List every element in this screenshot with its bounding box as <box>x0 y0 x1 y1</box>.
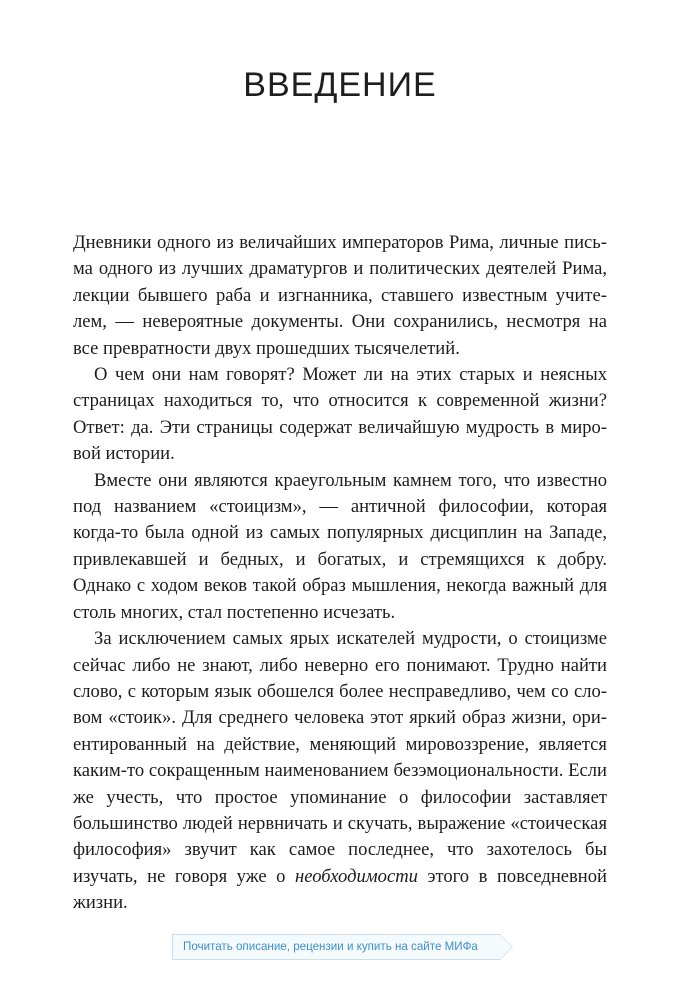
paragraph-3: Вместе они являются краеугольным камнем того, что известно под названием «стоицизм», — античной философии, которая когда-то была одной из самых популярных дисциплин на Западе, привлекавшей и бедных, и богатых, и стремящихся к добру. Однако с ходом веков такой образ мышления, некогда важный для столь многих, стал постепенно исчезать. <box>73 469 607 623</box>
paragraph-2: О чем они нам говорят? Может ли на этих старых и неясных страницах находиться то, что относится к современной жизни? Ответ: да. Эти страницы содержат величайшую мудрость в мировой истории. <box>73 364 607 465</box>
paragraph-1: Дневники одного из величайших императоров Рима, личные письма одного из лучших драматургов и политических деятелей Рима, лекции бывшего раба и изгнанника, ставшего известным учителем, — невероятные документы. Они сохранились, несмотря на все превратности двух прошедших тысячелетий. <box>73 232 607 359</box>
chapter-body <box>73 230 607 917</box>
paragraph-4-text-before: За исключением самых ярых искателей мудрости, о стоицизме сейчас либо не знают, либо неверно его понимают. Трудно найти слово, с которым язык обошелся более несправедливо, чем со словом «стоик». Для среднего человека этот яркий образ жизни, ориентированный на действие, меняющий мировоззрение, является каким-то сокращенным наименованием безэмоциональности. Если же учесть, что простое упоминание о философии заставляет большинство людей нервничать и скучать, выражение «стоическая философия» звучит как самое последнее, что захотелось бы изучать, не говоря уже о <box>73 628 607 887</box>
link-arrow-fill-icon <box>500 935 512 959</box>
paragraph-4-emphasis: необходимости <box>294 865 418 887</box>
chapter-title: ВВЕДЕНИЕ <box>243 66 437 104</box>
paragraph-4-text-after: этого в повседневной жизни. <box>73 865 607 914</box>
store-link-button[interactable] <box>172 934 500 960</box>
store-link-label: Почитать описание, рецензии и купить на сайте МИФа <box>183 940 478 953</box>
paragraph-4 <box>73 626 607 916</box>
